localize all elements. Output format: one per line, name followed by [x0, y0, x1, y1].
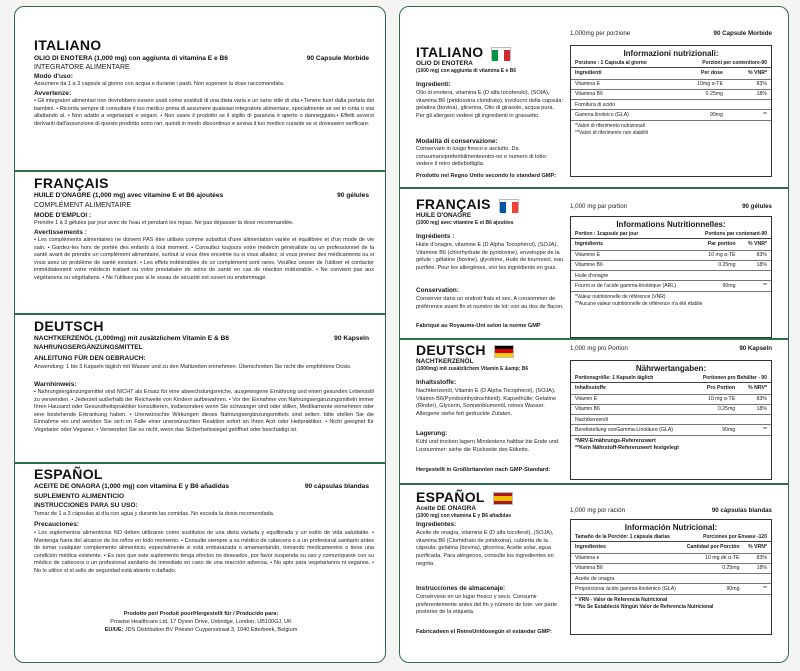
product-name: HUILE D'ONAGRE	[416, 212, 472, 219]
ingredients-text: Huile d'onagre, vitamine E (D Alpha Tocophérol), (SOJA), Vitamine B6 (chlorhydrate de pyridoxine), enveloppe de la gélule : gélatine (bovine), glycérine, Huile de tournesol, eau purifiée. Pour les allergènes, voir les ingrédients en gras.	[416, 242, 564, 272]
product-name: NACHTKERZENÖL (1,000mg) mit zusätzlichem Vitamin E & B6	[34, 335, 230, 342]
cell: 83%	[740, 250, 772, 260]
serving-line	[570, 30, 772, 37]
nutrition-box-francais	[570, 216, 772, 338]
italy-flag-icon	[491, 47, 511, 60]
serving-size: Portionsgröße: 1 Kapseln täglich	[575, 375, 654, 381]
heading-text: ITALIANO	[416, 44, 484, 60]
serving-line	[570, 203, 772, 210]
product-line-francais	[34, 192, 369, 199]
nutrition-footnotes	[571, 292, 771, 310]
usage-text: Tomar de 1 a 3 cápsulas al día con agua y durante las comidas. No exceda la dosis recomendada.	[34, 511, 275, 517]
heading-text: ESPAÑOL	[416, 489, 485, 505]
servings-per-container: Portionen pro Behälter - 90	[702, 375, 767, 381]
cell	[727, 100, 771, 110]
nutrition-table	[571, 68, 771, 121]
eu-address-text: JDS Distribution BV Priester Cuypersstraat 3, 1040 Etterbeek, Belgium	[123, 627, 298, 633]
serving-info	[571, 59, 771, 68]
product-type: COMPLÉMENT ALIMENTAIRE	[34, 202, 131, 209]
cell: Aceite de onagra	[571, 574, 682, 584]
cell: 18%	[739, 404, 771, 414]
cell: Vitamin E	[571, 394, 696, 404]
product-line-deutsch	[34, 335, 369, 342]
col-header: % VNR*	[727, 68, 771, 79]
capsule-count: 90 gélules	[337, 192, 369, 199]
cell: Fornitura di acido	[571, 100, 672, 110]
footnote: * VRN - Valor de Referencia Nutricional	[575, 596, 668, 603]
capsule-count: 90 cápsulas blandas	[711, 507, 772, 514]
usage-text: Anwendung: 1 bis 3 Kapseln täglich mit Wasser und zu den Mahlzeiten einnehmen. Überschreiten Sie nicht die empfohlene Dosis.	[34, 364, 352, 370]
nutrition-box-italiano	[570, 45, 772, 177]
serving-info	[571, 230, 771, 239]
ingredients-text: Olio di enotera, vitamina E (D alfa tocoferolo), (SOIA), vitamina B6 (piridossina cloridrato), involucro della capsula: gelatina (bovina), glicerina, Olio di girasole, acqua pura. Per gli allergeni vedere gli ingredienti in grassetto.	[416, 90, 564, 120]
nutrition-table	[571, 239, 771, 292]
table-header	[571, 68, 771, 79]
usage-heading: MODE D'EMPLOI :	[34, 212, 92, 219]
cell: 18%	[740, 260, 772, 270]
footnote: *Valori di riferimento nutrizionali	[575, 122, 645, 129]
cell: 10 mg α-TE	[698, 250, 740, 260]
cell: 10 mg de α-TE	[682, 553, 744, 563]
divider	[15, 462, 385, 464]
ingredients-heading: Ingrédients :	[416, 233, 455, 240]
cell: 90mg	[698, 281, 740, 291]
capsule-count: 90 Kapseln	[739, 345, 772, 352]
cell: Vitamina B6	[571, 89, 672, 99]
table-row	[571, 89, 771, 99]
cell	[744, 574, 772, 584]
warnings-text: • Les compléments alimentaires ne doivent PAS être utilisés comme substitut d'une alimentation variée et équilibrée et d'un mode de vie sain. • Gardez-les hors de portée des enfants à tout moment. • Consultez toujours votre médecin généraliste ou un professionnel de la santé avant de prendre un complément alimentaire, surtout si vous êtes enceinte ou si vous allaitez, si vous prenez des médicaments ou si vous avez un problème de santé existant. • Les effets indésirables de ce complément sont rares. Veuillez cesser de l'utiliser et contacter immédiatement votre médecin traitant ou votre prestataire de soins de santé en cas de réaction indésirable. • Ne convient pas aux végétariens ou végétaliens. • Ne l'utilisez pas si le sceau de sécurité est ouvert ou endommagé.	[34, 237, 374, 281]
serving-amount: 1,000 mg por ración	[570, 507, 626, 514]
product-subtitle: (1000 mg) con aggiunta di vitamina E e B6	[416, 68, 517, 74]
warnings-heading: Avertissements :	[34, 229, 87, 236]
cell: Huile d'onagre	[571, 271, 698, 281]
nutrition-box-deutsch	[570, 360, 772, 480]
ingredients-text: Nachtkerzenöl, Vitamin E (D Alpha Tocopherol), (SOJA), Vitamin B6(Pyridoxinhydrochlorid). Kapselhülle: Gelatine (Rinder), Glycerin, Sonnenblumenöl, reines Wasser. Allergene siehe fett gedruckte Zutaten.	[416, 388, 557, 418]
product-line-italiano	[34, 55, 369, 62]
serving-info	[571, 374, 771, 383]
product-name: HUILE D'ONAGRE (1,000 mg) avec vitamine E et B6 ajoutées	[34, 192, 224, 199]
footnote: *Valeur nutritionnelle de référence (VNR)	[575, 293, 666, 300]
capsule-count: 90 Capsule Morbide	[713, 30, 772, 37]
product-subtitle: (1000mg) mit zusätzlichem Vitamin E &amp; B6	[416, 366, 529, 372]
cell	[696, 415, 739, 425]
cell: Fourni sr de l'acide gamma-linoléique (ARL)	[571, 281, 698, 291]
col-header: Per dose	[672, 68, 727, 79]
cell: Proporcionar ácido gamma-linolénico (GLA)	[571, 584, 682, 594]
col-header: Par portion	[698, 239, 740, 250]
heading-francais: FRANÇAIS	[34, 175, 109, 191]
storage-text: Conservare in luogo fresco e asciutto. Da consumarsipreferibilmenteentro-ne e numero di lotto: vedere il retro dellebottiglia.	[416, 146, 548, 168]
product-name: NACHTKERZENÖL	[416, 358, 474, 365]
serving-size: Porzione : 1 Capsula al giorno	[575, 60, 647, 66]
cell: Vitamine B6	[571, 260, 698, 270]
serving-line	[570, 507, 772, 514]
footnote: **Kein Nährstoff-Referenzwert festgelegt	[575, 444, 679, 451]
servings-per-container: Porciones por Envase -120	[703, 534, 767, 540]
warnings-heading: Avvertenze:	[34, 90, 72, 97]
heading-espanol	[416, 489, 513, 505]
storage-text: Kühl und trocken lagern.Mindestens haltbar bis Ende und Losnummer: siehe die Rückseite des Etiketts.	[416, 439, 559, 453]
right-label-panel	[399, 6, 789, 663]
table-row	[571, 394, 771, 404]
heading-deutsch	[416, 342, 514, 358]
nutrition-footnotes	[571, 121, 771, 139]
cell: 18%	[744, 563, 772, 573]
cell: Vitamin B6	[571, 404, 696, 414]
col-header: Ingredienti	[571, 68, 672, 79]
table-row	[571, 271, 771, 281]
table-row	[571, 404, 771, 414]
cell	[672, 100, 727, 110]
nutrition-box-espanol	[570, 519, 772, 635]
nutrition-table	[571, 542, 771, 595]
storage-heading: Conservation:	[416, 287, 459, 294]
capsule-count: 90 cápsulas blandas	[304, 483, 369, 490]
cell: Vitamina e	[571, 553, 682, 563]
nutrition-title: Informazioni nutrizionali:	[623, 49, 719, 58]
product-type: NAHRUNGSERGÄNZUNGSMITTEL	[34, 344, 143, 351]
cell: 90mg	[682, 584, 744, 594]
product-line-espanol	[34, 483, 369, 490]
table-row	[571, 110, 771, 120]
storage-heading: Lagerung:	[416, 430, 448, 437]
usage-text: Prendre 1 à 3 gélules par jour avec de l'eau et pendant les repas. Ne pas dépasser la dose recommandée.	[34, 220, 294, 226]
warnings-text: • Gli integratori alimentari non dovrebbero essere usati come sostituti di una dieta varia e un sano stile di vita.• Tenere fuori dalla portata dei bambini. • Ricorda sempre di consultare il tuo medico prima di assumere qualsiasi integratore alimentare, specialmente se sei in cinta o stai allattando al. • Non adatto a vegetariani e vegani. • Non usare il prodotto se il sigillo di garanzia è aperto o danneggiato.• Effetti avversi derivanti dall'assunzione di questo prodotto sono rari, quindi in modo discontinuo e avvisa il tuo medico curante se si dovessero verificare.	[34, 98, 374, 127]
nutrition-footnotes	[571, 436, 771, 454]
eu-label: EU/UE:	[104, 627, 124, 633]
france-flag-icon	[499, 199, 519, 212]
cell: 10mg α-TE	[672, 79, 727, 89]
cell: 10 mg α-TE	[696, 394, 739, 404]
cell: 90mg	[696, 425, 739, 435]
capsule-count: 90 Capsule Morbide	[306, 55, 369, 62]
left-label-panel	[14, 6, 386, 663]
product-name: OLIO DI ENOTERA	[416, 60, 473, 67]
cell: **	[727, 110, 771, 120]
table-row	[571, 553, 771, 563]
divider	[400, 483, 788, 485]
serving-info	[571, 533, 771, 542]
col-header: Ingredientes	[571, 542, 682, 553]
nutrition-title: Informations Nutritionnelles:	[616, 220, 726, 229]
cell: 83%	[744, 553, 772, 563]
servings-per-container: Portions par contenant-90	[705, 231, 767, 237]
table-row	[571, 260, 771, 270]
cell: **	[740, 281, 772, 291]
nutrition-title: Nährwertangaben:	[635, 364, 707, 373]
footnote: **Valori di riferimento non stabiliti	[575, 129, 648, 136]
ingredients-heading: Ingredienti:	[416, 81, 451, 88]
germany-flag-icon	[494, 345, 514, 358]
warnings-heading: Precauciones:	[34, 521, 80, 528]
product-name: Aceite DE ONAGRA	[416, 505, 477, 512]
cell: 0.25mg	[682, 563, 744, 573]
product-subtitle: (1000 mg) con vitamina E y B6 añadidas	[416, 513, 512, 519]
serving-amount: 1,000 mg pro Portion	[570, 345, 628, 352]
warnings-text: • Nahrungsergänzungsmittel sind NICHT als Ersatz für eine abwechslungsreiche, ausgewogene Ernährung und einen gesunden Lebensstil zu verwenden. • Jederzeit außerhalb der Reichweite von Kindern aufbewahren. • Vor der Einnahme von Nahrungsergänzungsmitteln immer Ihren Hausarzt oder Gesundheitspraktiker konsultieren, insbesondere wenn Sie schwanger sind oder stillen, Medikamente einnehmen oder eine bestehende Erkrankung haben. • Unerwünschte Wirkungen dieses Nahrungsergänzungsmittels sind selten. bitte stellen Sie die Einnahme ein und wenden Sie sich im Falle einer unerwünschten Reaktion sofort an Ihren Arzt oder Heilpraktiker. • Nicht geeignet für Vegetarier oder Veganer. • Verwenden Sie es nicht, wenn das Sicherheitssiegel geöffnet oder beschädigt ist.	[34, 389, 374, 433]
product-type: INTEGRATORE ALIMENTARE	[34, 64, 130, 71]
cell: Nachtkerzenöl	[571, 415, 696, 425]
col-header: Pro Portion	[696, 383, 739, 394]
table-row	[571, 584, 771, 594]
manufacture-note: Fabricadeen el ReinoUnidosegún el estándar GMP:	[416, 629, 552, 635]
cell: Vitamine E	[571, 250, 698, 260]
ingredients-text: Aceite de onagra, vitamina E (D alfa tocoferol), (SOJA), vitamina B6 (Clorhidrato de piridoxina), cubierta de la cápsula: gelatina (bovina), glicerina, Aceite solar, agua purificada. Para alérgenos, consulte los ingredientes en negrita.	[416, 530, 554, 567]
ingredients-heading: Ingredientes:	[416, 521, 457, 528]
spain-flag-icon	[493, 492, 513, 505]
product-subtitle: (1000 mg) avec vitamine E et B6 ajoutées	[416, 220, 514, 226]
footnote: **No Se Estableció Ningún Valor de Referencia Nutricional	[575, 603, 714, 610]
heading-text: DEUTSCH	[416, 342, 486, 358]
storage-text: Conserver dans un endroit frais et sec. A consommer de préférence avant fin et numéro de lot: voir au dos de flacon.	[416, 296, 564, 310]
table-header	[571, 239, 771, 250]
table-row	[571, 425, 771, 435]
divider	[15, 313, 385, 315]
divider	[400, 187, 788, 189]
product-name: ACEITE DE ONAGRA (1,000 mg) con vitamina E y B6 añadidas	[34, 483, 230, 490]
footnote: **Aucune valeur nutritionnelle de référence n'a été établie	[575, 300, 703, 307]
product-name: OLIO DI ENOTERA (1,000 mg) con aggiunta di vitamina E e B6	[34, 55, 228, 62]
heading-deutsch: DEUTSCH	[34, 318, 104, 334]
nutrition-title: Información Nutricional:	[624, 523, 718, 532]
cell: Bereitstellung vonGamma-Linoläure (GLA)	[571, 425, 696, 435]
heading-italiano: ITALIANO	[34, 37, 102, 53]
col-header: % VNR*	[740, 239, 772, 250]
heading-italiano	[416, 44, 511, 60]
cell: 0.25mg	[696, 404, 739, 414]
table-row	[571, 415, 771, 425]
serving-size: Portion : 1capsule par jour	[575, 231, 639, 237]
col-header: Ingrédients	[571, 239, 698, 250]
usage-text: Assumere da 1 a 3 capsule al giorno con acqua e durante i pasti. Non superare la dose raccomandata.	[34, 81, 285, 87]
col-header: Cantidad por Porción	[682, 542, 744, 553]
heading-text: FRANÇAIS	[416, 196, 491, 212]
storage-text: Consérvese en un lugar fresco y seco. Consumir preferentemente antes del fin y número de lote: ver parte posterior de la etiqueta.	[416, 594, 558, 616]
usage-heading: Modo d'uso:	[34, 73, 73, 80]
serving-size: Tamaño de la Porción: 1 cápsula diarias	[575, 534, 670, 540]
table-row	[571, 250, 771, 260]
cell	[739, 415, 771, 425]
usage-heading: ANLEITUNG FÜR DEN GEBRAUCH:	[34, 355, 146, 362]
usage-heading: INSTRUCCIONES PARA SU USO:	[34, 502, 138, 509]
cell: Gamma linoleico (GLA)	[571, 110, 672, 120]
divider	[400, 338, 788, 340]
col-header: % VRN*	[744, 542, 772, 553]
table-header	[571, 542, 771, 553]
serving-line	[570, 345, 772, 352]
servings-per-container: Porzioni per contenitore-90	[702, 60, 767, 66]
table-row	[571, 100, 771, 110]
warnings-heading: Warnhinweis:	[34, 381, 77, 388]
cell: **	[739, 425, 771, 435]
cell: 83%	[739, 394, 771, 404]
capsule-count: 90 Kapseln	[334, 335, 369, 342]
cell: Vitamina E	[571, 79, 672, 89]
manufacture-note: Prodotto nel Regno Unito secondo lo standard GMP:	[416, 173, 557, 179]
capsule-count: 90 gélules	[742, 203, 772, 210]
cell: 0.25mg	[672, 89, 727, 99]
table-row	[571, 79, 771, 89]
cell: 83%	[727, 79, 771, 89]
col-header: % NRV*	[739, 383, 771, 394]
footnote: *NRV-Ernährungs-Referenzwert	[575, 437, 656, 444]
divider	[15, 170, 385, 172]
product-type: SUPLEMENTO ALIMENTICIO	[34, 493, 125, 500]
footer-eu-address	[25, 627, 377, 635]
cell	[698, 271, 740, 281]
table-row	[571, 574, 771, 584]
footer-made-for: Prodotto per/ Produit pour/Hergestellt für / Producido para:	[123, 611, 279, 617]
table-header	[571, 383, 771, 394]
footer-address: Prowise Healthcare Ltd, 17 Dyson Drive, Uxbridge, London, UB100GJ, UK	[110, 619, 292, 625]
storage-heading: Instrucciones de almacenaje:	[416, 585, 506, 592]
ingredients-heading: Inhaltsstoffe:	[416, 379, 457, 386]
warnings-text: • Los suplementos alimenticios NO deben utilizarse como sustitutos de una dieta variada y equilibrada y un estilo de vida saludable. • Mantenga fuera del alcance de los niños en todo momento. • Consulte siempre a su médico de cabecera o a un profesional sanitario antes de tomar cualquier complemento alimenticio, especialmente si está embarazada o amamantando, tomando medicamentos o tiene una condición médica existente. • Es raro que este suplemento tenga efectos no deseados, por favor suspenda su uso y comuníquese con su médico de cabecera o un profesional sanitario de inmediato en caso de una reacción adversa. • No apto para vegetarianos ni veganos. • No lo utilice si el sello de seguridad está abierto o dañado.	[34, 530, 374, 574]
table-row	[571, 563, 771, 573]
heading-espanol: ESPAÑOL	[34, 466, 103, 482]
col-header: Inhaltsstoffe	[571, 383, 696, 394]
storage-heading: Modalità di conservazione:	[416, 138, 498, 145]
serving-amount: 1,000mg per porzione	[570, 30, 631, 37]
cell: **	[744, 584, 772, 594]
manufacture-note: Fabriqué au Royaume-Uni selon la norme GMP	[416, 323, 541, 329]
serving-amount: 1,000 mg par portion	[570, 203, 628, 210]
cell: 18%	[727, 89, 771, 99]
cell	[682, 574, 744, 584]
cell: 90mg	[672, 110, 727, 120]
cell: 0.25mg	[698, 260, 740, 270]
nutrition-footnotes	[571, 595, 771, 613]
table-row	[571, 281, 771, 291]
heading-francais	[416, 196, 519, 212]
cell	[740, 271, 772, 281]
manufacture-note: Hergestellt in Großbritannien nach GMP-Standard:	[416, 467, 551, 473]
cell: Vitamina B6	[571, 563, 682, 573]
nutrition-table	[571, 383, 771, 436]
